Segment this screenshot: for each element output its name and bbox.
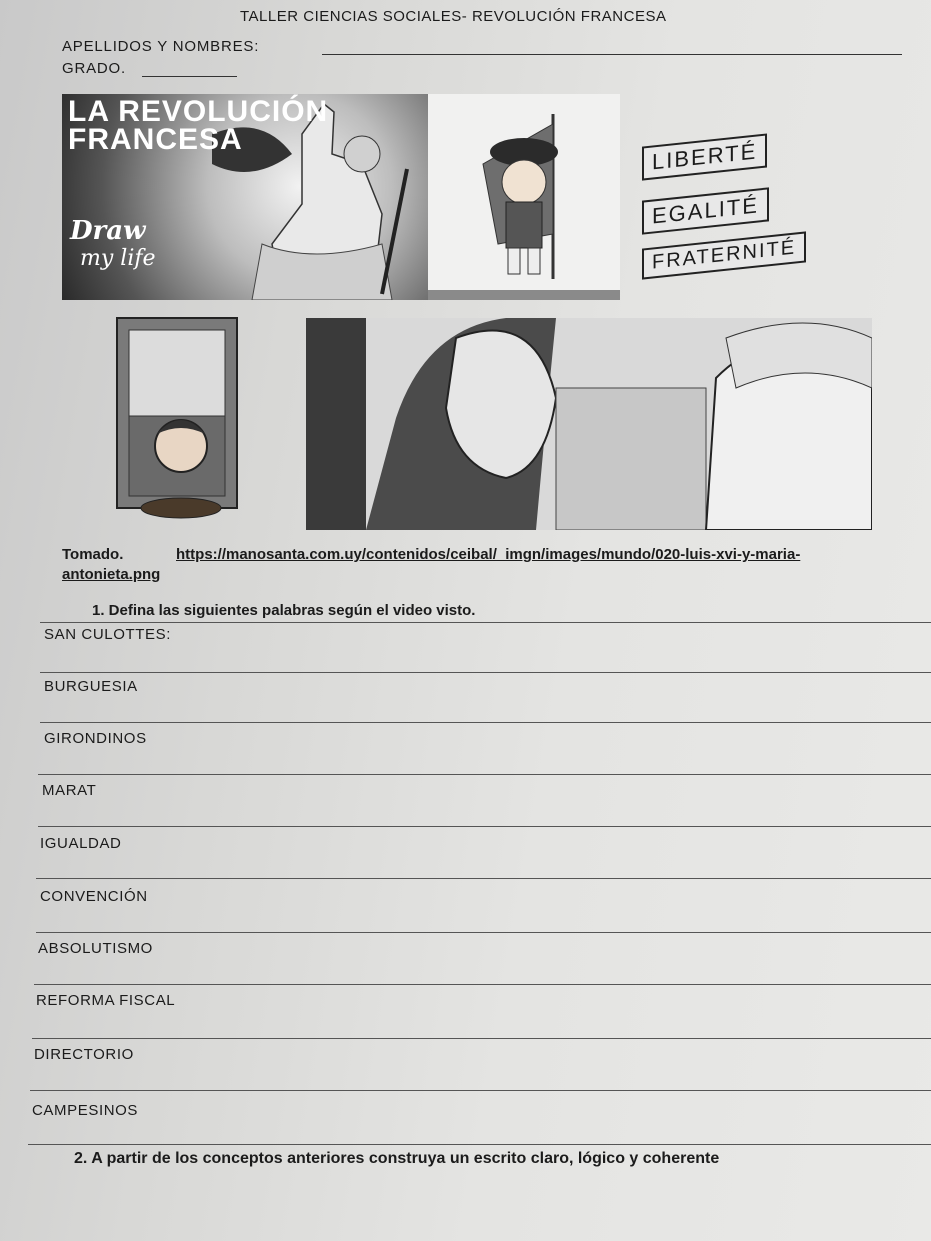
revolution-poster-image <box>62 94 428 300</box>
term-marat: MARAT <box>42 782 97 799</box>
question-2: 2. A partir de los conceptos anteriores construya un escrito claro, lógico y coherente <box>74 1150 720 1167</box>
ribbon-fraternite: FRATERNITÉ <box>642 231 806 279</box>
answer-line-absolutismo[interactable] <box>34 984 931 985</box>
answer-line <box>40 622 931 623</box>
royals-comic-illustration <box>306 318 872 530</box>
source-url-link-continued[interactable]: antonieta.png <box>62 566 161 583</box>
motto-ribbons-image <box>620 100 800 300</box>
term-san-culottes: SAN CULOTTES: <box>44 626 171 643</box>
poster-title-line2: FRANCESA <box>68 123 243 156</box>
answer-line-reforma-fiscal[interactable] <box>32 1038 931 1039</box>
term-igualdad: IGUALDAD <box>40 835 122 852</box>
poster-brand-draw: Draw <box>70 216 146 246</box>
answer-line-marat[interactable] <box>38 826 931 827</box>
term-reforma-fiscal: REFORMA FISCAL <box>36 992 176 1009</box>
answer-line-igualdad[interactable] <box>36 878 931 879</box>
term-absolutismo: ABSOLUTISMO <box>38 940 153 957</box>
guillotine-cartoon-image <box>95 316 265 526</box>
term-campesinos: CAMPESINOS <box>32 1102 139 1119</box>
term-convencion: CONVENCIÓN <box>40 888 148 905</box>
soldier-cartoon-image <box>428 94 620 300</box>
answer-line-burguesia[interactable] <box>40 722 931 723</box>
answer-line-girondinos[interactable] <box>38 774 931 775</box>
poster-title <box>68 95 329 156</box>
names-label: APELLIDOS Y NOMBRES: <box>62 38 260 55</box>
question-1: 1. Defina las siguientes palabras según el video visto. <box>92 602 476 619</box>
names-input-line[interactable] <box>322 54 902 55</box>
source-url-link[interactable]: https://manosanta.com.uy/contenidos/ceibal/_imgn/images/mundo/020-luis-xvi-y-maria- <box>176 546 801 563</box>
poster-brand-mylife: my life <box>80 246 156 271</box>
louis-xvi-marie-antoinette-image <box>306 318 872 530</box>
ribbon-egalite: EGALITÉ <box>642 187 769 234</box>
guillotine-illustration <box>95 316 265 526</box>
source-label: Tomado. <box>62 546 124 563</box>
answer-line-san-culottes[interactable] <box>40 672 931 673</box>
ribbon-liberte: LIBERTÉ <box>642 133 767 180</box>
worksheet-title: TALLER CIENCIAS SOCIALES- REVOLUCIÓN FRANCESA <box>240 8 667 25</box>
poster-title-line1: LA REVOLUCIÓN <box>68 95 329 128</box>
soldier-illustration <box>428 94 620 300</box>
term-girondinos: GIRONDINOS <box>44 730 147 747</box>
answer-line-convencion[interactable] <box>36 932 931 933</box>
answer-line-directorio[interactable] <box>30 1090 931 1091</box>
answer-line-campesinos[interactable] <box>28 1144 931 1145</box>
grado-label: GRADO. <box>62 60 126 77</box>
grado-input-line[interactable] <box>142 76 237 77</box>
term-directorio: DIRECTORIO <box>34 1046 134 1063</box>
term-burguesia: BURGUESIA <box>44 678 138 695</box>
